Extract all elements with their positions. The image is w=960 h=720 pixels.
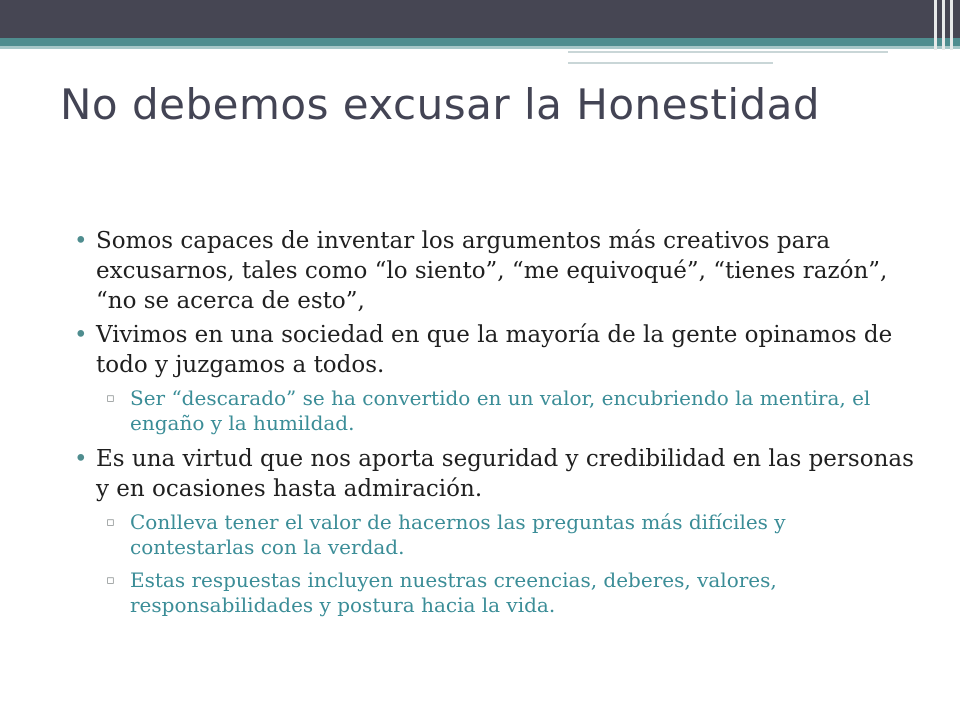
- bullet-item: [74, 444, 914, 504]
- bullet-dot-icon: •: [74, 228, 88, 254]
- corner-decor-stripes: [930, 0, 960, 50]
- bullet-text: Somos capaces de inventar los argumentos más creativos para excusarnos, tales como “lo siento”, “me equivoqué”, “tienes razón”, “no se acerca de esto”,: [96, 228, 888, 314]
- sub-bullet-item: [74, 386, 914, 436]
- slide-body: [74, 226, 914, 626]
- decor-line: [568, 62, 773, 64]
- bullet-dot-icon: •: [74, 322, 88, 348]
- sub-bullet-text: Ser “descarado” se ha convertido en un valor, encubriendo la mentira, el engaño y la humildad.: [130, 386, 871, 435]
- bullet-text: Es una virtud que nos aporta seguridad y credibilidad en las personas y en ocasiones hasta admiración.: [96, 446, 914, 502]
- top-decor-band: [0, 0, 960, 38]
- bullet-dot-icon: •: [74, 446, 88, 472]
- bullet-text: Vivimos en una sociedad en que la mayoría de la gente opinamos de todo y juzgamos a todos.: [96, 322, 893, 378]
- decor-line: [568, 51, 888, 53]
- sub-bullet-square-icon: ▫: [106, 573, 115, 588]
- bullet-item: [74, 226, 914, 316]
- sub-bullet-square-icon: ▫: [106, 391, 115, 406]
- sub-bullet-square-icon: ▫: [106, 515, 115, 530]
- sub-bullet-item: [74, 568, 914, 618]
- sub-bullet-item: [74, 510, 914, 560]
- sub-bullet-text: Estas respuestas incluyen nuestras creencias, deberes, valores, responsabilidades y postura hacia la vida.: [130, 568, 777, 617]
- slide-title: No debemos excusar la Honestidad: [60, 80, 821, 129]
- sub-bullet-text: Conlleva tener el valor de hacernos las preguntas más difíciles y contestarlas con la verdad.: [130, 510, 786, 559]
- top-decor-light-stripe: [0, 46, 960, 49]
- bullet-item: [74, 320, 914, 380]
- top-decor-teal-stripe: [0, 38, 960, 46]
